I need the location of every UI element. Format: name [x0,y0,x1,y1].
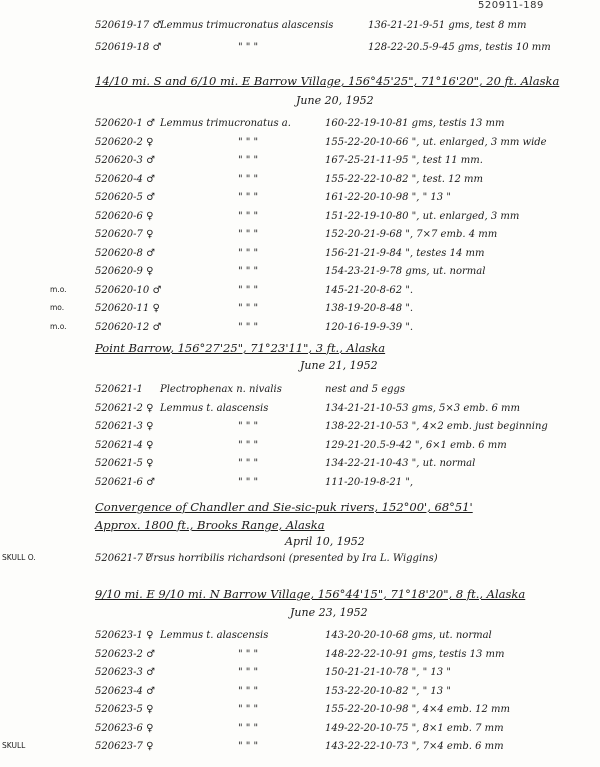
specimen-species: " " " [238,303,259,314]
specimen-data: 138-19-20-8-48 ". [325,303,414,314]
specimen-number: 520623-7 ♀ [95,741,154,752]
specimen-species: " " " [238,667,259,678]
specimen-data: 154-23-21-9-78 gms, ut. normal [325,266,486,277]
specimen-species: " " " [238,704,259,715]
specimen-species: " " " [238,210,259,222]
specimen-data: 145-21-20-8-62 ". [325,284,414,296]
specimen-data: 153-22-20-10-82 ", " 13 " [325,685,451,697]
specimen-number: 520620-10 ♂ [95,284,162,296]
specimen-data: 148-22-22-10-91 gms, testis 13 mm [325,648,505,660]
collection-date: June 23, 1952 [290,606,368,619]
entry-data: 128-22-20.5-9-45 gms, testis 10 mm [368,42,551,53]
specimen-data: 156-21-21-9-84 ", testes 14 mm [325,247,485,259]
specimen-number: 520620-6 ♀ [95,210,154,222]
specimen-number: 520623-2 ♂ [95,648,156,660]
specimen-data: 151-22-19-10-80 ", ut. enlarged, 3 mm [325,210,520,222]
specimen-data: 134-21-21-10-53 gms, 5×3 emb. 6 mm [325,402,520,414]
locality-heading-line2: Approx. 1800 ft., Brooks Range, Alaska [95,518,325,532]
specimen-species: " " " [238,192,259,203]
specimen-number: 520623-3 ♂ [95,667,156,678]
margin-note: m.o. [50,321,67,331]
specimen-species: " " " [238,477,259,488]
specimen-species: Ursus horribilis richardsoni (presented by Ira L. Wiggins) [145,553,438,564]
specimen-species: " " " [238,284,259,296]
specimen-number: 520621-6 ♂ [95,477,156,488]
specimen-data: 152-20-21-9-68 ", 7×7 emb. 4 mm [325,229,498,240]
specimen-data: 111-20-19-8-21 ", [325,477,414,488]
margin-note: SKULL O. [2,553,36,562]
specimen-data: 150-21-21-10-78 ", " 13 " [325,667,451,678]
specimen-data: 143-20-20-10-68 gms, ut. normal [325,630,492,641]
specimen-species: " " " [238,229,259,240]
specimen-data: 155-22-20-10-98 ", 4×4 emb. 12 mm [325,704,510,715]
specimen-number: 520620-2 ♀ [95,136,154,148]
specimen-data: nest and 5 eggs [325,384,406,395]
specimen-number: 520621-5 ♀ [95,458,154,470]
entry-number: 520619-17 ♂ [95,20,162,31]
specimen-number: 520621-7 ? [95,553,152,564]
specimen-number: 520621-3 ♀ [95,421,154,433]
specimen-number: 520623-1 ♀ [95,630,154,641]
locality-heading: 9/10 mi. E 9/10 mi. N Barrow Village, 156°44'15", 71°18'20", 8 ft., Alaska [95,587,526,601]
specimen-species: " " " [238,247,259,259]
specimen-data: 155-22-20-10-66 ", ut. enlarged, 3 mm wide [325,136,547,148]
specimen-data: 120-16-19-9-39 ". [325,321,414,333]
specimen-number: 520620-11 ♀ [95,303,160,314]
specimen-number: 520623-6 ♀ [95,722,154,734]
specimen-data: 161-22-20-10-98 ", " 13 " [325,192,451,203]
locality-heading: Point Barrow, 156°27'25", 71°23'11", 3 ft., Alaska [95,341,386,355]
specimen-number: 520621-1 [95,384,143,395]
entry-data: 136-21-21-9-51 gms, test 8 mm [368,20,527,31]
specimen-species: " " " [238,173,259,185]
margin-note: mo. [50,303,65,312]
specimen-species: " " " [238,421,259,433]
specimen-species: Plectrophenax n. nivalis [160,384,282,395]
specimen-data: 160-22-19-10-81 gms, testis 13 mm [325,118,505,129]
specimen-species: " " " [238,155,259,166]
specimen-data: 143-22-22-10-73 ", 7×4 emb. 6 mm [325,741,504,752]
specimen-species: Lemmus t. alascensis [160,402,269,414]
specimen-data: 167-25-21-11-95 ", test 11 mm. [325,155,483,166]
specimen-number: 520620-12 ♂ [95,321,162,333]
specimen-number: 520620-7 ♀ [95,229,154,240]
margin-note: m.o. [50,284,67,294]
specimen-species: " " " [238,458,259,470]
specimen-number: 520620-3 ♂ [95,155,156,166]
specimen-species: " " " [238,439,259,451]
specimen-data: 149-22-20-10-75 ", 8×1 emb. 7 mm [325,722,504,734]
specimen-number: 520620-4 ♂ [95,173,156,185]
specimen-species: " " " [238,741,259,752]
entry-species: " " " [238,42,259,53]
specimen-number: 520620-8 ♂ [95,247,156,259]
specimen-number: 520621-4 ♀ [95,439,154,451]
locality-heading: Convergence of Chandler and Sie-sic-puk rivers, 152°00', 68°51' [95,500,473,514]
collection-date: April 10, 1952 [285,535,365,548]
specimen-number: 520623-4 ♂ [95,685,156,697]
margin-note: SKULL [2,741,26,750]
specimen-data: 129-21-20.5-9-42 ", 6×1 emb. 6 mm [325,439,507,451]
specimen-species: " " " [238,685,259,697]
specimen-species: " " " [238,136,259,148]
specimen-species: " " " [238,321,259,333]
specimen-species: Lemmus trimucronatus a. [160,118,291,129]
specimen-number: 520623-5 ♀ [95,704,154,715]
page-number: 520911-189 [478,0,544,11]
specimen-number: 520620-5 ♂ [95,192,156,203]
specimen-number: 520620-1 ♂ [95,118,156,129]
specimen-species: " " " [238,648,259,660]
specimen-number: 520621-2 ♀ [95,402,154,414]
entry-species: Lemmus trimucronatus alascensis [160,20,334,31]
specimen-data: 134-22-21-10-43 ", ut. normal [325,458,476,470]
specimen-data: 138-22-21-10-53 ", 4×2 emb. just beginning [325,421,548,433]
locality-heading: 14/10 mi. S and 6/10 mi. E Barrow Village, 156°45'25", 71°16'20", 20 ft. Alaska [95,74,560,88]
specimen-number: 520620-9 ♀ [95,266,154,277]
collection-date: June 21, 1952 [300,359,378,372]
collection-date: June 20, 1952 [296,94,374,107]
specimen-species: " " " [238,266,259,277]
specimen-data: 155-22-22-10-82 ", test. 12 mm [325,173,483,185]
entry-number: 520619-18 ♂ [95,42,162,53]
specimen-species: Lemmus t. alascensis [160,630,269,641]
specimen-species: " " " [238,722,259,734]
